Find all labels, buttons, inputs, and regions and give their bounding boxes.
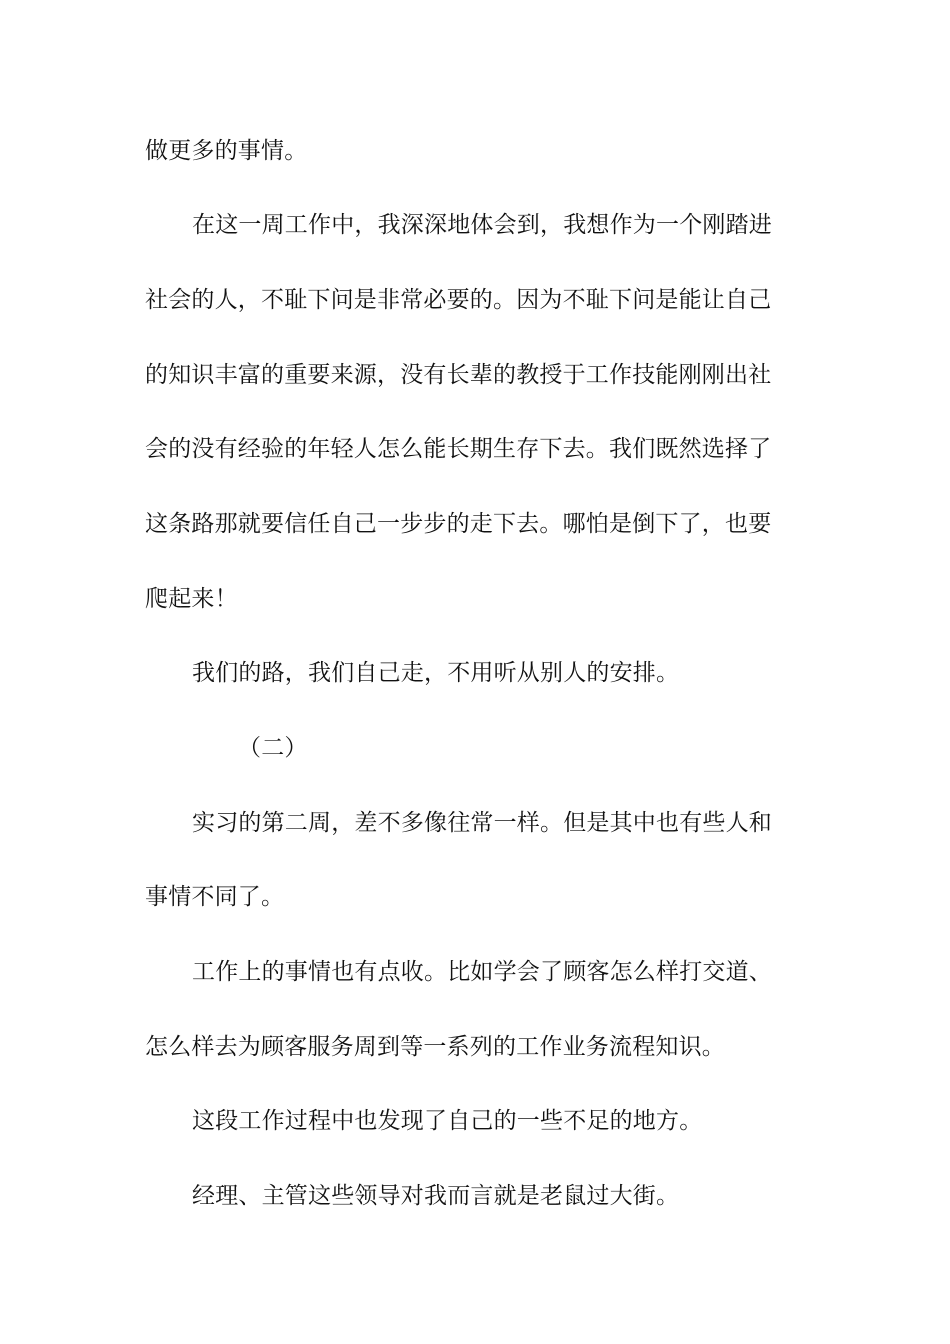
text-line: 会的没有经验的年轻人怎么能长期生存下去。我们既然选择了 xyxy=(145,436,772,462)
text-line: 怎么样去为顾客服务周到等一系列的工作业务流程知识。 xyxy=(145,1034,725,1060)
text-line: 爬起来！ xyxy=(145,586,238,612)
paragraph-start-line: 这段工作过程中也发现了自己的一些不足的地方。 xyxy=(192,1108,703,1134)
text-line: 做更多的事情。 xyxy=(145,138,308,164)
text-line: 事情不同了。 xyxy=(145,884,285,910)
section-heading: （二） xyxy=(238,735,308,761)
text-line: 这条路那就要信任自己一步步的走下去。哪怕是倒下了，也要 xyxy=(145,511,772,537)
text-line: 的知识丰富的重要来源，没有长辈的教授于工作技能刚刚出社 xyxy=(145,362,772,388)
paragraph-start-line: 经理、主管这些领导对我而言就是老鼠过大街。 xyxy=(192,1183,680,1209)
paragraph-start-line: 在这一周工作中，我深深地体会到，我想作为一个刚踏进 xyxy=(192,212,772,238)
paragraph-start-line: 工作上的事情也有点收。比如学会了顾客怎么样打交道、 xyxy=(192,959,772,985)
paragraph-start-line: 我们的路，我们自己走，不用听从别人的安排。 xyxy=(192,660,680,686)
text-line: 社会的人，不耻下问是非常必要的。因为不耻下问是能让自己 xyxy=(145,287,772,313)
paragraph-start-line: 实习的第二周，差不多像往常一样。但是其中也有些人和 xyxy=(192,810,772,836)
